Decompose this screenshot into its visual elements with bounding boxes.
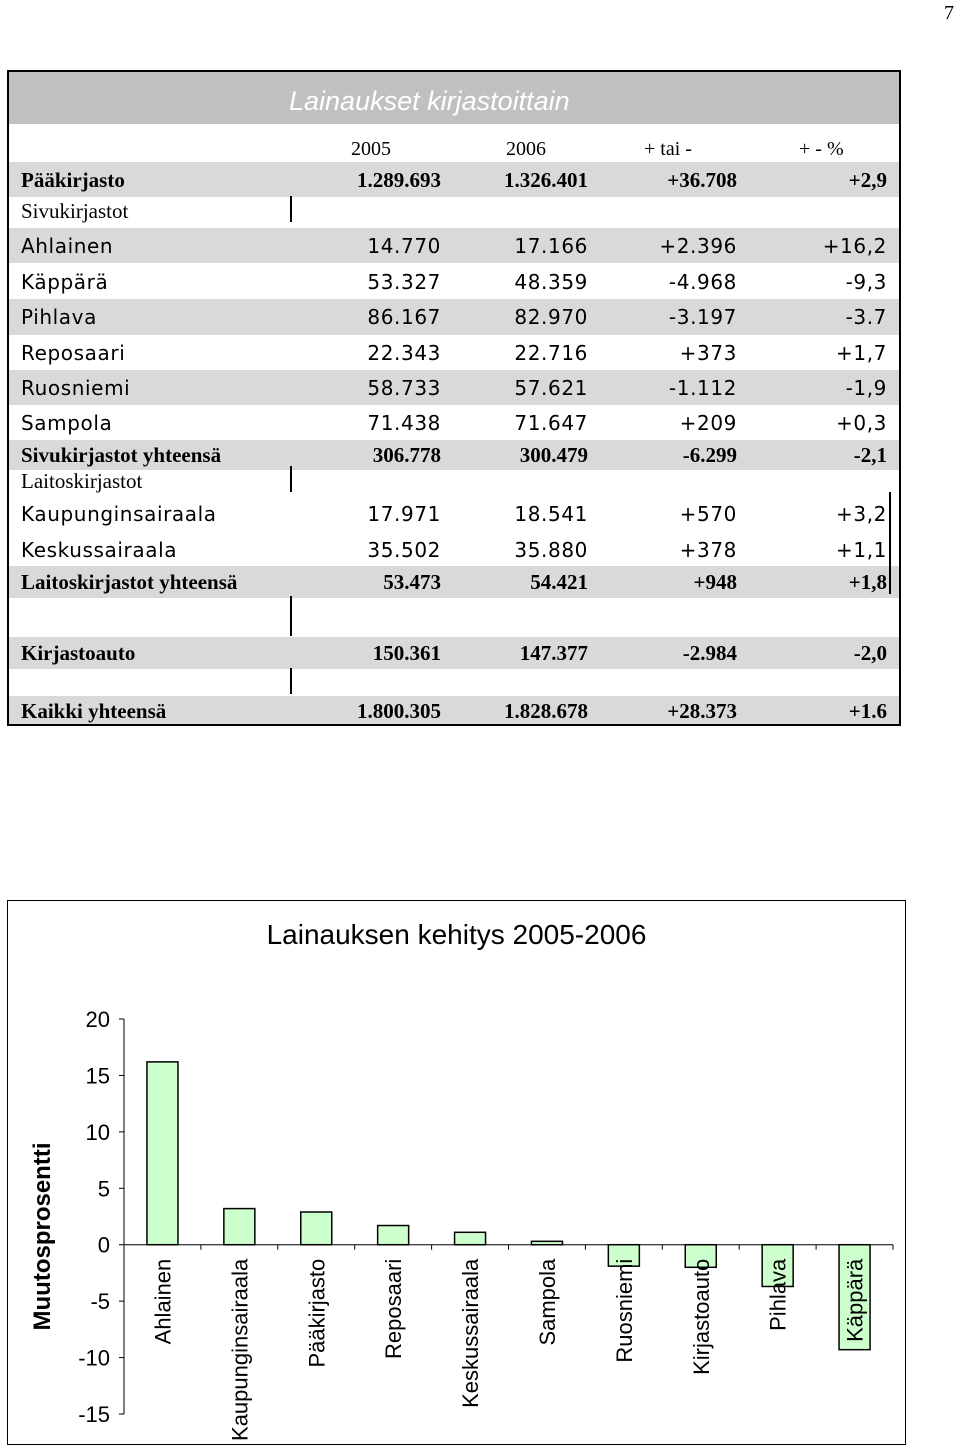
x-tick-label: Pääkirjasto xyxy=(304,1258,330,1368)
x-tick-label: Kaupunginsairaala xyxy=(227,1258,253,1441)
value-2005: 53.473 xyxy=(383,570,441,594)
table-row xyxy=(9,299,899,335)
value-change-percent: -9,3 xyxy=(845,270,887,294)
value-change: +373 xyxy=(679,341,737,365)
table-row xyxy=(9,335,899,370)
table-row xyxy=(9,566,899,598)
value-2005: 1.289.693 xyxy=(357,168,441,192)
row-label: Keskussairaala xyxy=(21,538,178,562)
value-2006: 48.359 xyxy=(514,270,588,294)
y-tick-label: 20 xyxy=(85,1007,110,1032)
value-2005: 22.343 xyxy=(367,341,441,365)
table-row xyxy=(9,370,899,405)
table-row xyxy=(9,696,899,726)
value-2005: 35.502 xyxy=(367,538,441,562)
value-change-percent: +1,1 xyxy=(836,538,887,562)
x-tick-label: Ruosniemi xyxy=(611,1258,637,1363)
column-divider xyxy=(290,668,292,694)
y-tick-label: 15 xyxy=(85,1063,110,1089)
header-change-percent: + - % xyxy=(799,138,844,160)
value-change-percent: -3.7 xyxy=(845,305,887,329)
value-2005: 150.361 xyxy=(372,641,441,665)
table-row xyxy=(9,196,899,226)
value-2006: 300.479 xyxy=(519,443,588,467)
table-row xyxy=(9,637,899,669)
value-change-percent: +1,8 xyxy=(848,570,887,594)
page-number: 7 xyxy=(944,2,954,24)
row-label: Kirjastoauto xyxy=(21,641,136,665)
row-label: Ahlainen xyxy=(21,234,114,258)
loans-table xyxy=(7,70,901,726)
x-tick-label: Pihlava xyxy=(765,1258,791,1331)
row-label: Laitoskirjastot yhteensä xyxy=(21,570,238,594)
row-label: Sampola xyxy=(21,411,113,435)
value-change: +570 xyxy=(679,502,737,526)
row-label: Ruosniemi xyxy=(21,376,131,400)
row-label: Kaikki yhteensä xyxy=(21,699,167,723)
value-change-percent: +1.6 xyxy=(848,699,887,723)
column-divider xyxy=(889,492,891,594)
value-2006: 22.716 xyxy=(514,341,588,365)
value-change-percent: -2,1 xyxy=(853,443,887,467)
value-2005: 71.438 xyxy=(367,411,441,435)
value-change: -6.299 xyxy=(682,443,737,467)
value-change-percent: +16,2 xyxy=(822,234,887,258)
value-2006: 1.326.401 xyxy=(504,168,588,192)
column-divider xyxy=(290,196,292,222)
value-change-percent: +0,3 xyxy=(836,411,887,435)
x-tick-label: Sampola xyxy=(534,1258,560,1346)
header-2005: 2005 xyxy=(351,138,391,160)
x-tick-label: Keskussairaala xyxy=(458,1258,484,1408)
header-change: + tai - xyxy=(644,138,692,160)
value-change: +378 xyxy=(679,538,737,562)
row-label: Pihlava xyxy=(21,305,97,329)
bar xyxy=(147,1062,178,1245)
x-tick-label: Reposaari xyxy=(381,1258,407,1359)
table-row xyxy=(9,228,899,263)
y-axis-label: Muutosprosentti xyxy=(29,1142,56,1331)
value-2005: 17.971 xyxy=(367,502,441,526)
y-tick-label: -10 xyxy=(78,1345,110,1371)
table-row xyxy=(9,466,899,496)
value-2005: 306.778 xyxy=(372,443,441,467)
value-change: -4.968 xyxy=(668,270,737,294)
table-title: Lainaukset kirjastoittain xyxy=(289,86,570,116)
bar xyxy=(531,1241,562,1244)
value-2005: 58.733 xyxy=(367,376,441,400)
change-chart xyxy=(7,900,906,1445)
header-2006: 2006 xyxy=(506,138,546,160)
bar xyxy=(378,1226,409,1245)
y-tick-label: 10 xyxy=(85,1119,110,1145)
row-label: Reposaari xyxy=(21,341,126,365)
bar xyxy=(224,1209,255,1245)
y-tick-label: 0 xyxy=(97,1232,110,1258)
value-change: -2.984 xyxy=(682,641,737,665)
value-change: -1.112 xyxy=(668,376,737,400)
table-row xyxy=(9,496,899,531)
x-tick-label: Ahlainen xyxy=(150,1258,176,1345)
chart-canvas xyxy=(8,901,907,1446)
x-tick-label: Kirjastoauto xyxy=(688,1258,714,1375)
y-tick-label: -15 xyxy=(78,1402,110,1427)
value-change: +209 xyxy=(679,411,737,435)
value-2006: 147.377 xyxy=(519,641,588,665)
value-change: +28.373 xyxy=(667,699,737,723)
bar xyxy=(301,1212,332,1245)
table-row xyxy=(9,532,899,567)
value-2005: 14.770 xyxy=(367,234,441,258)
table-row xyxy=(9,264,899,299)
y-tick-label: -5 xyxy=(90,1289,110,1315)
row-label: Pääkirjasto xyxy=(21,168,125,192)
value-2005: 1.800.305 xyxy=(357,699,441,723)
chart-title: Lainauksen kehitys 2005-2006 xyxy=(266,919,647,950)
value-2005: 86.167 xyxy=(367,305,441,329)
column-divider xyxy=(290,466,292,492)
row-label: Kaupunginsairaala xyxy=(21,502,217,526)
value-2006: 57.621 xyxy=(514,376,588,400)
value-change-percent: +1,7 xyxy=(836,341,887,365)
bar xyxy=(455,1232,486,1244)
value-change: +36.708 xyxy=(667,168,737,192)
value-change-percent: -2,0 xyxy=(853,641,887,665)
value-change: -3.197 xyxy=(668,305,737,329)
row-label: Käppärä xyxy=(21,270,109,294)
value-2006: 71.647 xyxy=(514,411,588,435)
table-row xyxy=(9,405,899,440)
row-label: Sivukirjastot yhteensä xyxy=(21,443,222,467)
value-change: +948 xyxy=(693,570,737,594)
table-header-row xyxy=(9,124,899,164)
value-2006: 35.880 xyxy=(514,538,588,562)
value-2006: 18.541 xyxy=(514,502,588,526)
x-tick-label: Käppärä xyxy=(842,1258,868,1342)
value-2005: 53.327 xyxy=(367,270,441,294)
column-divider xyxy=(290,596,292,636)
value-change: +2.396 xyxy=(659,234,737,258)
value-change-percent: -1,9 xyxy=(845,376,887,400)
table-row xyxy=(9,162,899,197)
row-label: Sivukirjastot xyxy=(21,199,129,223)
table-title-bar xyxy=(9,72,899,124)
value-change-percent: +3,2 xyxy=(836,502,887,526)
value-2006: 17.166 xyxy=(514,234,588,258)
row-label: Laitoskirjastot xyxy=(21,469,143,493)
value-2006: 1.828.678 xyxy=(504,699,588,723)
value-2006: 54.421 xyxy=(530,570,588,594)
y-tick-label: 5 xyxy=(97,1176,110,1202)
value-change-percent: +2,9 xyxy=(848,168,887,192)
value-2006: 82.970 xyxy=(514,305,588,329)
